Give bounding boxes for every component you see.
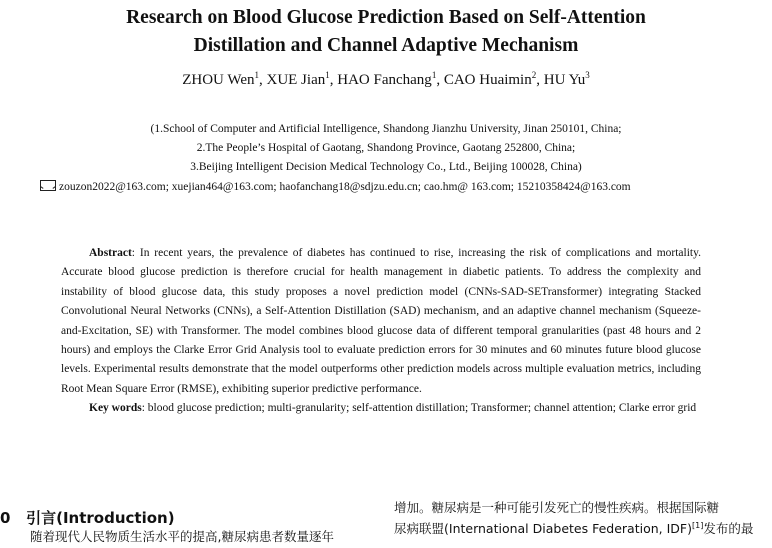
body-text-line: 随着现代人民物质生活水平的提高,糖尿病患者数量逐年 — [30, 529, 334, 544]
author: ZHOU Wen$^1$, — [182, 70, 267, 88]
email-addresses: zouzon2022@163.com; xuejian464@163.com; haofanchang18@sdjzu.edu.cn; cao.hm@ 163.com; 15210358424@163.com — [59, 181, 631, 193]
body-text-line: 尿病联盟(International Diabetes Federation, IDF)[1]发布的最 — [394, 520, 754, 536]
keywords-paragraph: Key words: blood glucose prediction; multi-granularity; self-attention distillation; Transformer; channel attention; Clarke error grid — [89, 402, 697, 415]
citation-ref: [1] — [691, 520, 704, 530]
keywords-text: blood glucose prediction; multi-granularity; self-attention distillation; Transformer; channel attention; Clarke error grid — [147, 402, 697, 415]
section-title: 引言(Introduction) — [26, 509, 175, 527]
email-line — [40, 179, 740, 195]
author: HU Yu$^3$ — [543, 70, 590, 88]
author-list — [0, 70, 772, 90]
abstract-label: Abstract — [89, 247, 132, 259]
author: XUE Jian$^1$, — [266, 70, 338, 88]
author: HAO Fanchang$^1$, — [337, 70, 444, 88]
keywords-label: Key words — [89, 402, 142, 415]
title-line-1: Research on Blood Glucose Prediction Based on Self-Attention — [126, 7, 646, 28]
paper-title — [0, 4, 772, 60]
author: CAO Huaimin$^2$, — [443, 70, 544, 88]
abstract-paragraph: Abstract: In recent years, the prevalence of diabetes has continued to rise, increasing the risk of complications and mortality. Accurate blood glucose prediction is therefore crucial for health management in diabetic patients. To address the complexity and instability of blood glucose data, this study proposes a novel prediction model (CNNs-SAD-SETransformer) integrating Stacked Convolutional Neural Networks (CNNs), a Self-Attention Distillation (SAD) mechanism, and an adaptive channel mechanism (Squeeze-and-Excitation, SE) with Transformer. The model combines blood glucose data of different temporal granularities (past 48 hours and 2 hours) and employs the Clarke Error Grid Analysis tool to evaluate prediction errors for 30 minutes and 60 minutes future blood glucose levels. Experimental results demonstrate that the model outperforms other prediction models across multiple evaluation metrics, including Root Mean Square Error (RMSE), exhibiting superior predictive performance. — [61, 247, 701, 395]
section-number: 0 — [0, 509, 11, 527]
affiliation-1: (1.School of Computer and Artificial Intelligence, Shandong Jianzhu University, Jinan 250101, China; — [150, 123, 622, 135]
body-text-line: 增加。糖尿病是一种可能引发死亡的慢性疾病。根据国际糖 — [394, 500, 720, 515]
body-left-column — [30, 528, 375, 546]
section-heading — [0, 507, 175, 529]
envelope-icon — [40, 180, 56, 191]
body-right-column — [394, 497, 772, 539]
affiliation-2: 2.The People’s Hospital of Gaotang, Shandong Province, Gaotang 252800, China; — [196, 142, 576, 154]
abstract-text: In recent years, the prevalence of diabetes has continued to rise, increasing the risk of complications and mortality. Accurate blood glucose prediction is therefore crucial for health management in diabetic patients. To address the complexity and instability of blood glucose data, this study proposes a novel prediction model (CNNs-SAD-SETransformer) integrating Stacked Convolutional Neural Networks (CNNs), a Self-Attention Distillation (SAD) mechanism, and an adaptive channel mechanism (Squeeze-and-Excitation, SE) with Transformer. The model combines blood glucose data of different temporal granularities (past 48 hours and 2 hours) and employs the Clarke Error Grid Analysis tool to evaluate prediction errors for 30 minutes and 60 minutes future blood glucose levels. Experimental results demonstrate that the model outperforms other prediction models across multiple evaluation metrics, including Root Mean Square Error (RMSE), exhibiting superior predictive performance. — [61, 247, 701, 395]
affiliation-3: 3.Beijing Intelligent Decision Medical Technology Co., Ltd., Beijing 100028, China) — [190, 161, 582, 173]
abstract-block — [61, 244, 701, 419]
title-line-2: Distillation and Channel Adaptive Mechanism — [193, 35, 579, 56]
